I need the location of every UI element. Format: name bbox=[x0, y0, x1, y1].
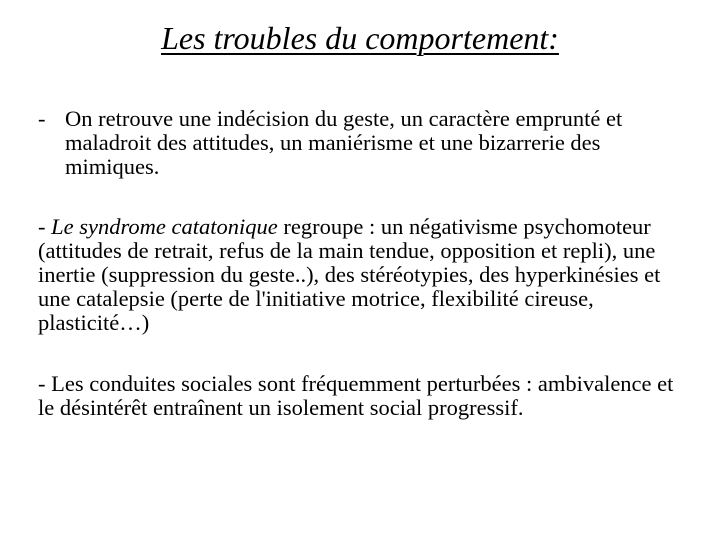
catatonic-syndrome-term: Le syndrome catatonique bbox=[51, 214, 278, 239]
paragraph-indecision bbox=[38, 107, 678, 179]
paragraph-catatonic-syndrome bbox=[38, 215, 678, 335]
paragraph-catatonic-text: regroupe : un négativisme psychomoteur (attitudes de retrait, refus de la main tendue, opposition et repli), une inertie (suppression du geste..), des stéréotypies, des hyperkinésies et une catalepsie (perte de l'initiative motrice, flexibilité cireuse, plasticité…) bbox=[38, 214, 661, 335]
bullet-dash: - bbox=[38, 106, 46, 131]
slide-title: Les troubles du comportement: bbox=[161, 20, 559, 56]
paragraph-catatonic-prefix: - bbox=[38, 214, 52, 239]
paragraph-indecision-text: On retrouve une indécision du geste, un caractère emprunté et maladroit des attitudes, un maniérisme et une bizarrerie des mimiques. bbox=[65, 106, 623, 179]
paragraph-social-behaviour: - Les conduites sociales sont fréquemment perturbées : ambivalence et le désintérêt entraînent un isolement social progressif. bbox=[38, 371, 674, 420]
